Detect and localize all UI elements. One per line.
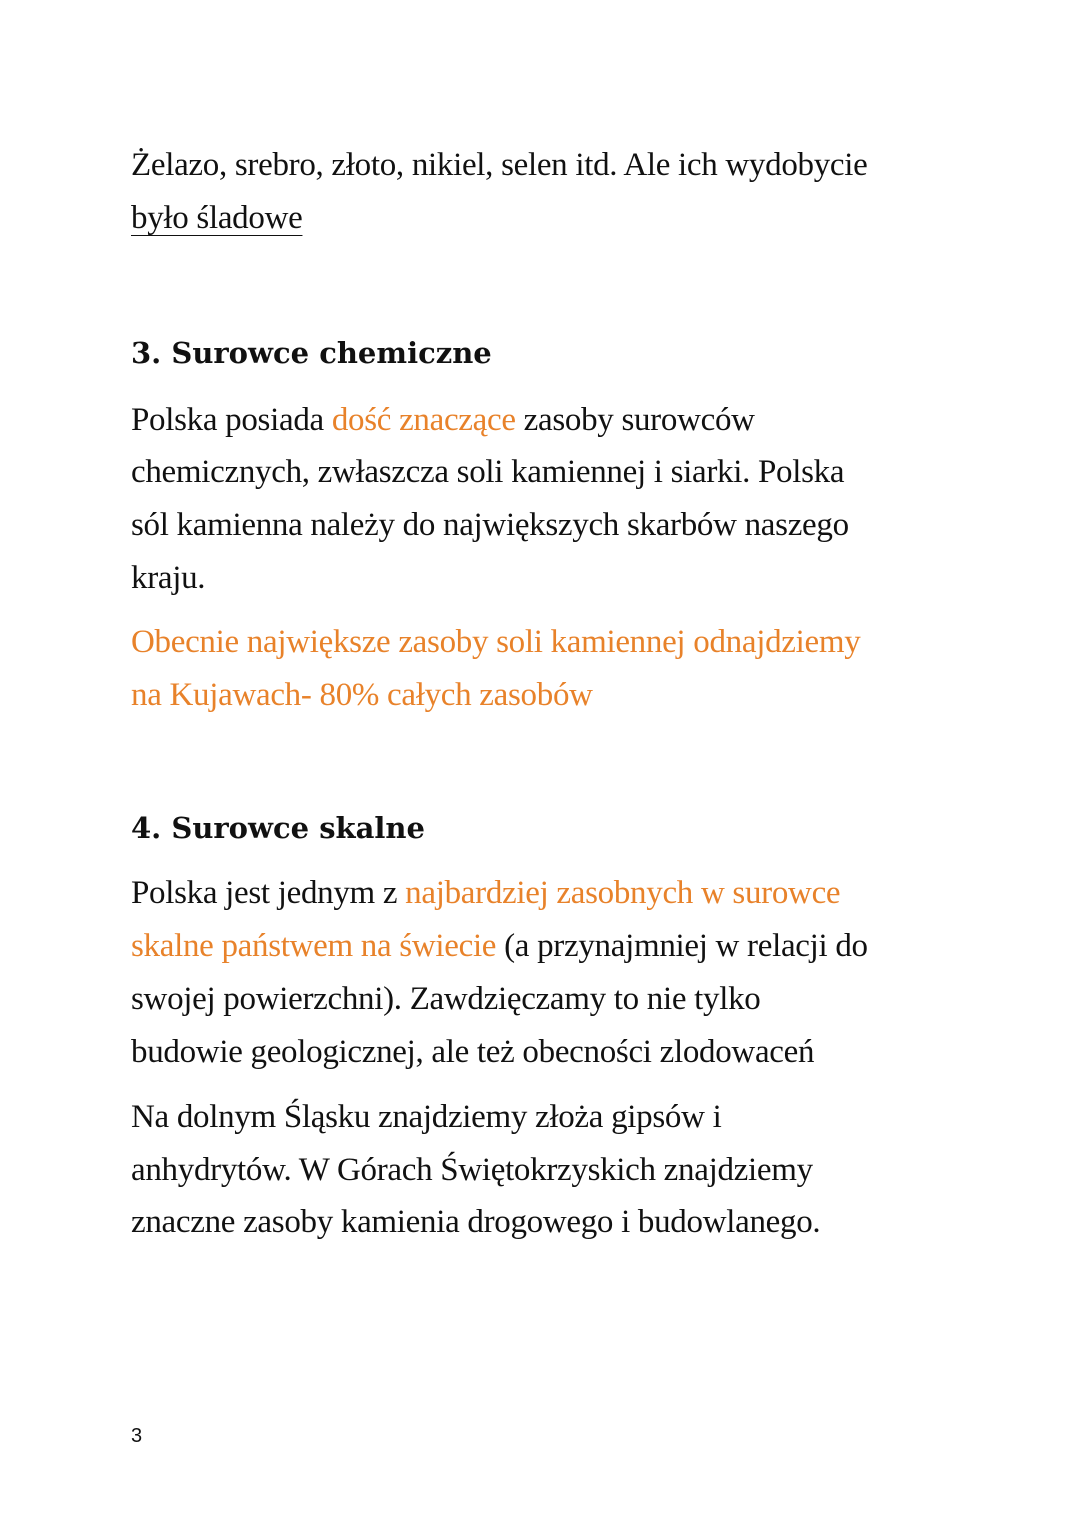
text-segment: Polska jest jednym z (131, 875, 406, 911)
text-line: Żelazo, srebro, złoto, nikiel, selen itd. Ale ich wydobycie (131, 147, 868, 183)
text-line: sól kamienna należy do największych skarbów naszego (131, 507, 849, 543)
text-line: znaczne zasoby kamienia drogowego i budowlanego. (131, 1204, 821, 1240)
text-line (131, 400, 755, 440)
highlighted-text: Obecnie największe zasoby soli kamiennej odnajdziemy (131, 624, 861, 660)
highlighted-text: na Kujawach- 80% całych zasobów (131, 677, 593, 713)
text-line: kraju. (131, 560, 206, 596)
section-heading: 4. Surowce skalne (131, 811, 425, 845)
text-segment: zasoby surowców (515, 402, 755, 438)
page-number: 3 (131, 1425, 143, 1447)
underlined-text: było śladowe (131, 200, 303, 236)
highlighted-text: skalne państwem na świecie (131, 928, 497, 964)
highlighted-text: dość znaczące (331, 402, 516, 438)
text-segment: Polska posiada (131, 402, 332, 438)
text-line (131, 926, 868, 966)
text-line (131, 873, 840, 913)
text-line: anhydrytów. W Górach Świętokrzyskich znajdziemy (131, 1152, 813, 1188)
text-segment: (a przynajmniej w relacji do (496, 928, 868, 964)
text-line: chemicznych, zwłaszcza soli kamiennej i siarki. Polska (131, 454, 845, 490)
highlighted-text: najbardziej zasobnych w surowce (405, 875, 841, 911)
section-heading: 3. Surowce chemiczne (131, 336, 492, 370)
text-line (131, 198, 302, 238)
text-line: swojej powierzchni). Zawdzięczamy to nie tylko (131, 981, 761, 1017)
text-line: Na dolnym Śląsku znajdziemy złoża gipsów i (131, 1099, 722, 1135)
text-line: budowie geologicznej, ale też obecności zlodowaceń (131, 1034, 815, 1070)
